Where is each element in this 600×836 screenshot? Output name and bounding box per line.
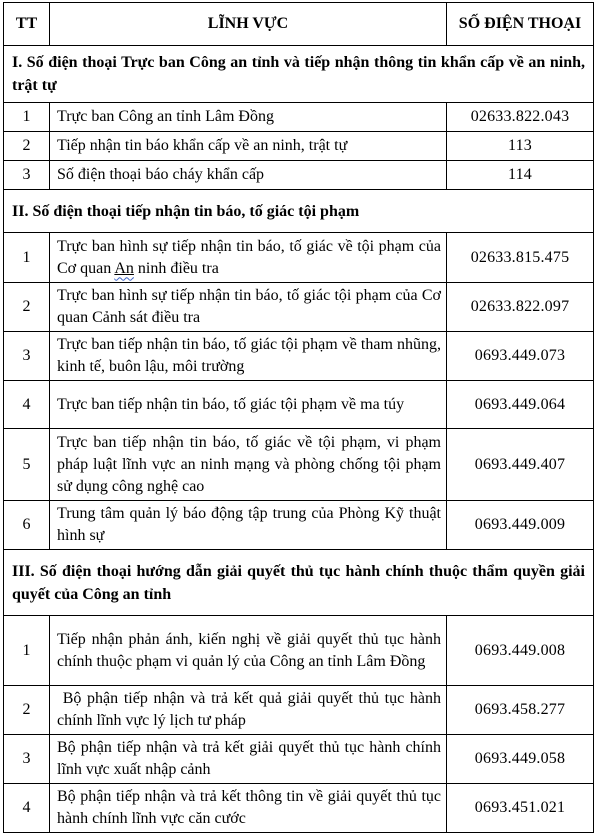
row-number: 5 (4, 429, 50, 501)
table-row (4, 283, 594, 332)
row-number: 3 (4, 735, 50, 784)
field-label: Bộ phận tiếp nhận và trả kết quả giải quyết thủ tục hành chính lĩnh vực lý lịch tư pháp (50, 686, 447, 735)
field-label: Trung tâm quản lý báo động tập trung của Phòng Kỹ thuật hình sự (50, 501, 447, 550)
table-row (4, 132, 594, 161)
row-number: 3 (4, 161, 50, 190)
phone-number: 113 (447, 132, 594, 161)
row-number: 6 (4, 501, 50, 550)
field-label: Tiếp nhận tin báo khẩn cấp về an ninh, trật tự (50, 132, 447, 161)
phone-number: 02633.822.097 (447, 283, 594, 332)
field-label: Bộ phận tiếp nhận và trả kết giải quyết thủ tục hành chính lĩnh vực xuất nhập cảnh (50, 735, 447, 784)
phone-directory-table (3, 2, 594, 833)
phone-number: 0693.458.277 (447, 686, 594, 735)
table-row (4, 784, 594, 833)
table-row (4, 381, 594, 429)
field-label: Trực ban Công an tỉnh Lâm Đồng (50, 103, 447, 132)
field-label: Số điện thoại báo cháy khẩn cấp (50, 161, 447, 190)
phone-number: 0693.449.407 (447, 429, 594, 501)
row-number: 4 (4, 784, 50, 833)
phone-number: 0693.451.021 (447, 784, 594, 833)
row-number: 2 (4, 283, 50, 332)
field-label: Trực ban tiếp nhận tin báo, tố giác tội phạm về tham nhũng, kinh tế, buôn lậu, môi trường (50, 332, 447, 381)
section-header-row (4, 550, 594, 616)
row-number: 1 (4, 103, 50, 132)
grammar-squiggle-word: An (114, 259, 134, 277)
section-2-title: II. Số điện thoại tiếp nhận tin báo, tố giác tội phạm (4, 190, 594, 233)
section-header-row (4, 46, 594, 103)
table-row (4, 616, 594, 686)
table-row (4, 686, 594, 735)
phone-number: 02633.822.043 (447, 103, 594, 132)
table-row (4, 735, 594, 784)
phone-number: 0693.449.058 (447, 735, 594, 784)
table-row (4, 161, 594, 190)
field-label-text: ninh điều tra (133, 259, 219, 277)
row-number: 4 (4, 381, 50, 429)
phone-number: 0693.449.008 (447, 616, 594, 686)
column-header-linh-vuc: LĨNH VỰC (50, 3, 447, 46)
table-row (4, 429, 594, 501)
document-page (0, 2, 600, 836)
phone-number: 0693.449.064 (447, 381, 594, 429)
table-row (4, 233, 594, 283)
phone-number: 02633.815.475 (447, 233, 594, 283)
section-header-row (4, 190, 594, 233)
field-label: Tiếp nhận phản ánh, kiến nghị về giải quyết thủ tục hành chính thuộc phạm vi quản lý của Công an tỉnh Lâm Đồng (50, 616, 447, 686)
column-header-tt: TT (4, 3, 50, 46)
row-number: 1 (4, 616, 50, 686)
field-label-text: Trực ban hình sự tiếp nhận tin báo, tố giác về tội phạm của Cơ quan (57, 237, 445, 277)
phone-number: 0693.449.073 (447, 332, 594, 381)
table-row (4, 103, 594, 132)
field-label: Bộ phận tiếp nhận và trả kết thông tin về giải quyết thủ tục hành chính lĩnh vực căn cước (50, 784, 447, 833)
column-header-so-dien-thoai: SỐ ĐIỆN THOẠI (447, 3, 594, 46)
row-number: 3 (4, 332, 50, 381)
table-row (4, 501, 594, 550)
field-label (50, 233, 447, 283)
phone-number: 114 (447, 161, 594, 190)
table-header-row (4, 3, 594, 46)
row-number: 2 (4, 686, 50, 735)
field-label: Trực ban tiếp nhận tin báo, tố giác về tội phạm, vi phạm pháp luật lĩnh vực an ninh mạng và phòng chống tội phạm sử dụng công nghệ cao (50, 429, 447, 501)
field-label: Trực ban tiếp nhận tin báo, tố giác tội phạm về ma túy (50, 381, 447, 429)
section-3-title: III. Số điện thoại hướng dẫn giải quyết thủ tục hành chính thuộc thẩm quyền giải quyết của Công an tỉnh (4, 550, 594, 616)
section-1-title: I. Số điện thoại Trực ban Công an tỉnh và tiếp nhận thông tin khẩn cấp về an ninh, trật tự (4, 46, 594, 103)
spellcheck-underlined-word (114, 260, 134, 277)
row-number: 2 (4, 132, 50, 161)
phone-number: 0693.449.009 (447, 501, 594, 550)
row-number: 1 (4, 233, 50, 283)
field-label: Trực ban hình sự tiếp nhận tin báo, tố giác tội phạm của Cơ quan Cảnh sát điều tra (50, 283, 447, 332)
table-row (4, 332, 594, 381)
